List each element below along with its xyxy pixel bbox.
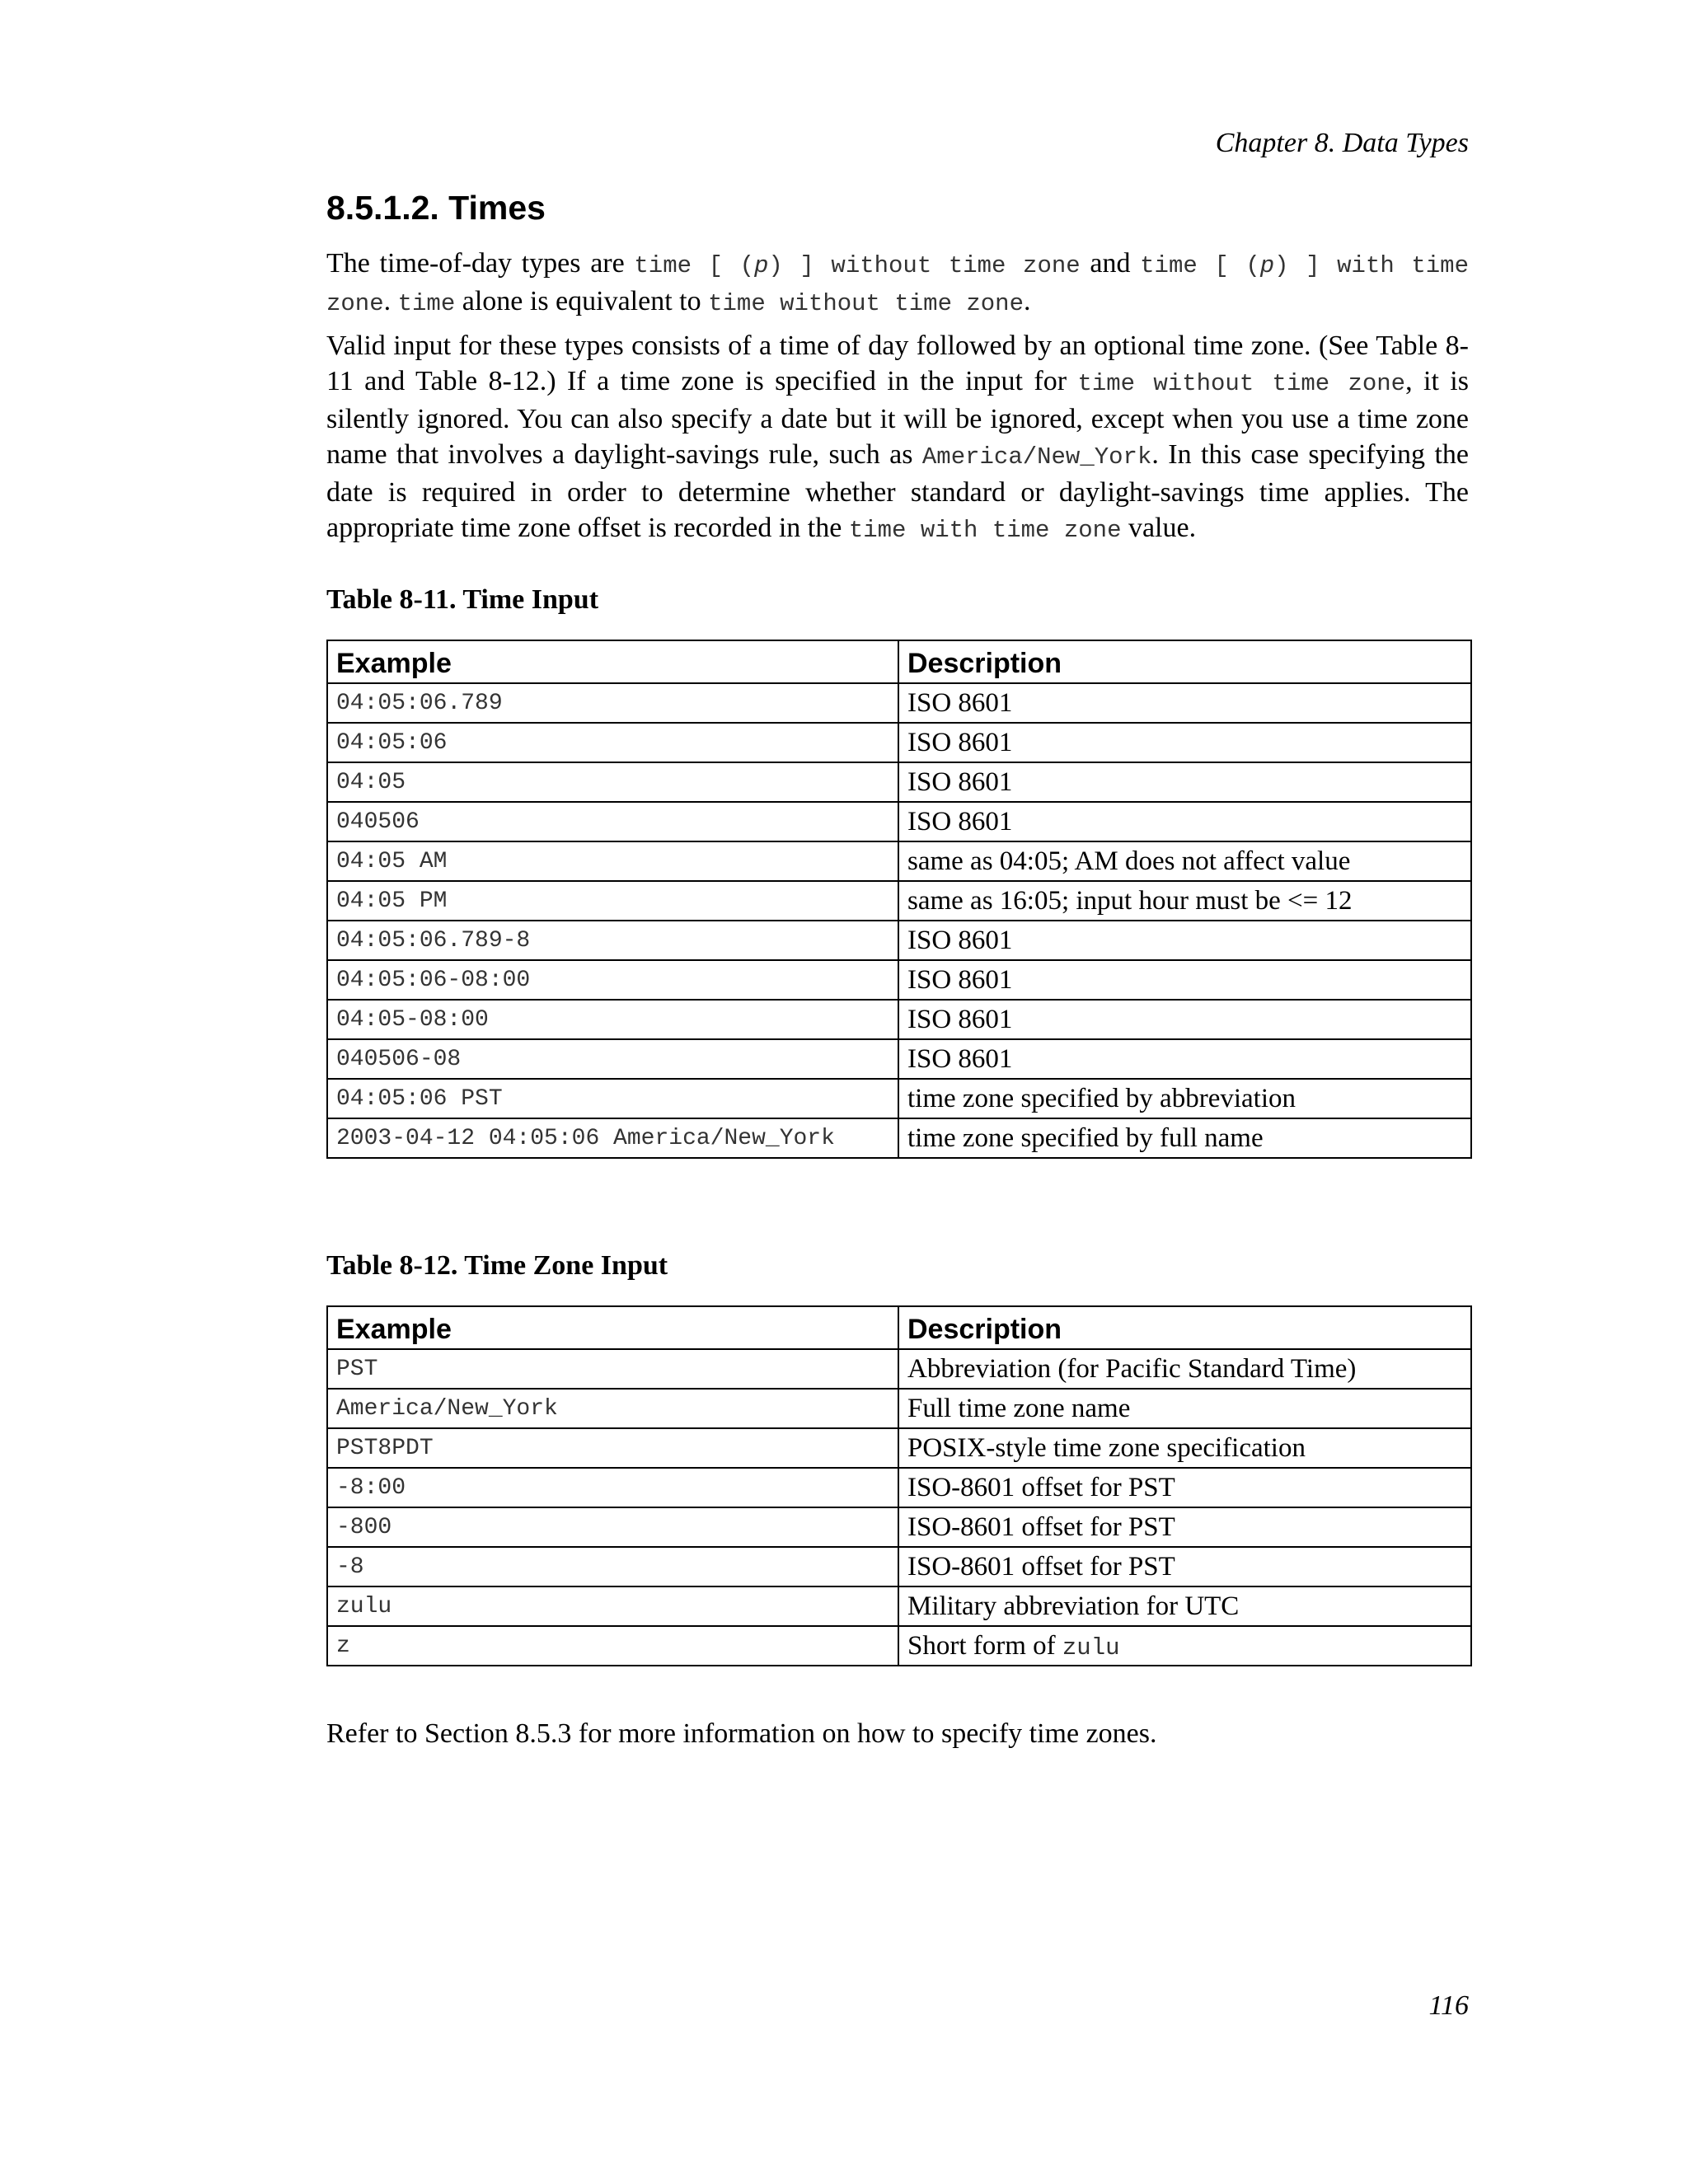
code-zulu: zulu [1062,1633,1120,1661]
example-cell: z [327,1626,898,1666]
table-row [327,1079,1471,1118]
code-time: time [397,290,456,317]
table-row [327,762,1471,802]
table-header-row [327,1306,1471,1349]
code-time-without-time-zone: time without time zone [708,290,1024,317]
example-cell: 04:05:06 [327,723,898,762]
section-title: 8.5.1.2. Times [326,189,546,227]
description-cell: same as 16:05; input hour must be <= 12 [898,881,1471,921]
example-cell: America/New_York [327,1389,898,1428]
intro-paragraph [326,246,1469,321]
text-run: . [383,286,398,316]
description-cell: time zone specified by abbreviation [898,1079,1471,1118]
code-run: ) ] without time zone [768,252,1081,279]
code-america-new-york: America/New_York [921,443,1152,471]
description-cell: POSIX-style time zone specification [898,1428,1471,1468]
description-cell: same as 04:05; AM does not affect value [898,841,1471,881]
table-row [327,1000,1471,1039]
example-cell: 04:05 AM [327,841,898,881]
table-title-time-zone-input: Table 8-12. Time Zone Input [326,1250,668,1281]
code-run: time [ ( [1140,252,1260,279]
example-cell: PST8PDT [327,1428,898,1468]
description-cell: ISO 8601 [898,802,1471,841]
running-header: Chapter 8. Data Types [1215,128,1469,158]
table-row [327,1547,1471,1586]
description-cell [898,1626,1471,1666]
example-cell: 040506-08 [327,1039,898,1079]
example-cell: PST [327,1349,898,1389]
table-row [327,1468,1471,1507]
table-row [327,1039,1471,1079]
code-time-without-tz [634,252,1080,279]
closing-paragraph: Refer to Section 8.5.3 for more information on how to specify time zones. [326,1718,1157,1749]
description-cell: time zone specified by full name [898,1118,1471,1158]
text-run: Valid input for these types consists of a time of day followed by an optional time zone. (See Table 8-11 and Table 8-12.) If a time zone is specified in the input for [326,330,1469,396]
example-cell: -800 [327,1507,898,1547]
text-run: and [1080,248,1141,279]
code-param: p [1259,252,1275,279]
table-row [327,921,1471,960]
description-text: Short form of [907,1630,1062,1661]
description-cell: ISO 8601 [898,960,1471,1000]
example-cell: zulu [327,1586,898,1626]
code-param: p [754,252,769,279]
description-cell: ISO 8601 [898,762,1471,802]
example-cell: -8 [327,1547,898,1586]
table-row [327,841,1471,881]
table-row [327,1586,1471,1626]
description-cell: ISO-8601 offset for PST [898,1507,1471,1547]
code-run: time [ ( [634,252,755,279]
text-run: . In this case specifying the date is required in order to determine whether standard or daylight-savings time applies. The appropriate time zone offset is recorded in the [326,439,1469,543]
table-row [327,1389,1471,1428]
time-zone-input-table [326,1305,1472,1666]
text-run: , it is silently ignored. You can also specify a date but it will be ignored, except when you use a time zone name that involves a daylight-savings rule, such as [326,366,1469,470]
example-cell: 04:05-08:00 [327,1000,898,1039]
text-run: value. [1121,513,1197,543]
time-input-table [326,640,1472,1159]
example-cell: 04:05:06 PST [327,1079,898,1118]
header-description: Description [898,640,1471,683]
table-row [327,1428,1471,1468]
description-cell: Abbreviation (for Pacific Standard Time) [898,1349,1471,1389]
description-cell: ISO 8601 [898,921,1471,960]
table-row [327,881,1471,921]
text-run: The time-of-day types are [326,248,635,279]
description-cell: Full time zone name [898,1389,1471,1428]
description-cell: ISO 8601 [898,723,1471,762]
text-run: . [1024,286,1031,316]
description-cell: ISO 8601 [898,1000,1471,1039]
table-row [327,1626,1471,1666]
table-row [327,1118,1471,1158]
example-cell: 04:05:06.789-8 [327,921,898,960]
example-cell: 2003-04-12 04:05:06 America/New_York [327,1118,898,1158]
header-example: Example [327,640,898,683]
example-cell: 04:05 [327,762,898,802]
table-row [327,683,1471,723]
description-cell: ISO-8601 offset for PST [898,1547,1471,1586]
table-header-row [327,640,1471,683]
table-row [327,802,1471,841]
example-cell: 04:05:06-08:00 [327,960,898,1000]
description-cell: ISO-8601 offset for PST [898,1468,1471,1507]
input-paragraph [326,328,1469,548]
header-example: Example [327,1306,898,1349]
code-time-without-time-zone: time without time zone [1077,370,1406,397]
description-cell: ISO 8601 [898,683,1471,723]
example-cell: 040506 [327,802,898,841]
code-time-with-time-zone: time with time zone [848,517,1122,544]
table-row [327,723,1471,762]
page-number: 116 [1428,1990,1469,2021]
table-row [327,1349,1471,1389]
table-row [327,1507,1471,1547]
description-cell: ISO 8601 [898,1039,1471,1079]
header-description: Description [898,1306,1471,1349]
text-run: alone is equivalent to [455,286,709,316]
example-cell: -8:00 [327,1468,898,1507]
table-title-time-input: Table 8-11. Time Input [326,584,599,615]
description-cell: Military abbreviation for UTC [898,1586,1471,1626]
code-run: ) ] with time zone [326,252,1469,317]
example-cell: 04:05 PM [327,881,898,921]
table-row [327,960,1471,1000]
example-cell: 04:05:06.789 [327,683,898,723]
